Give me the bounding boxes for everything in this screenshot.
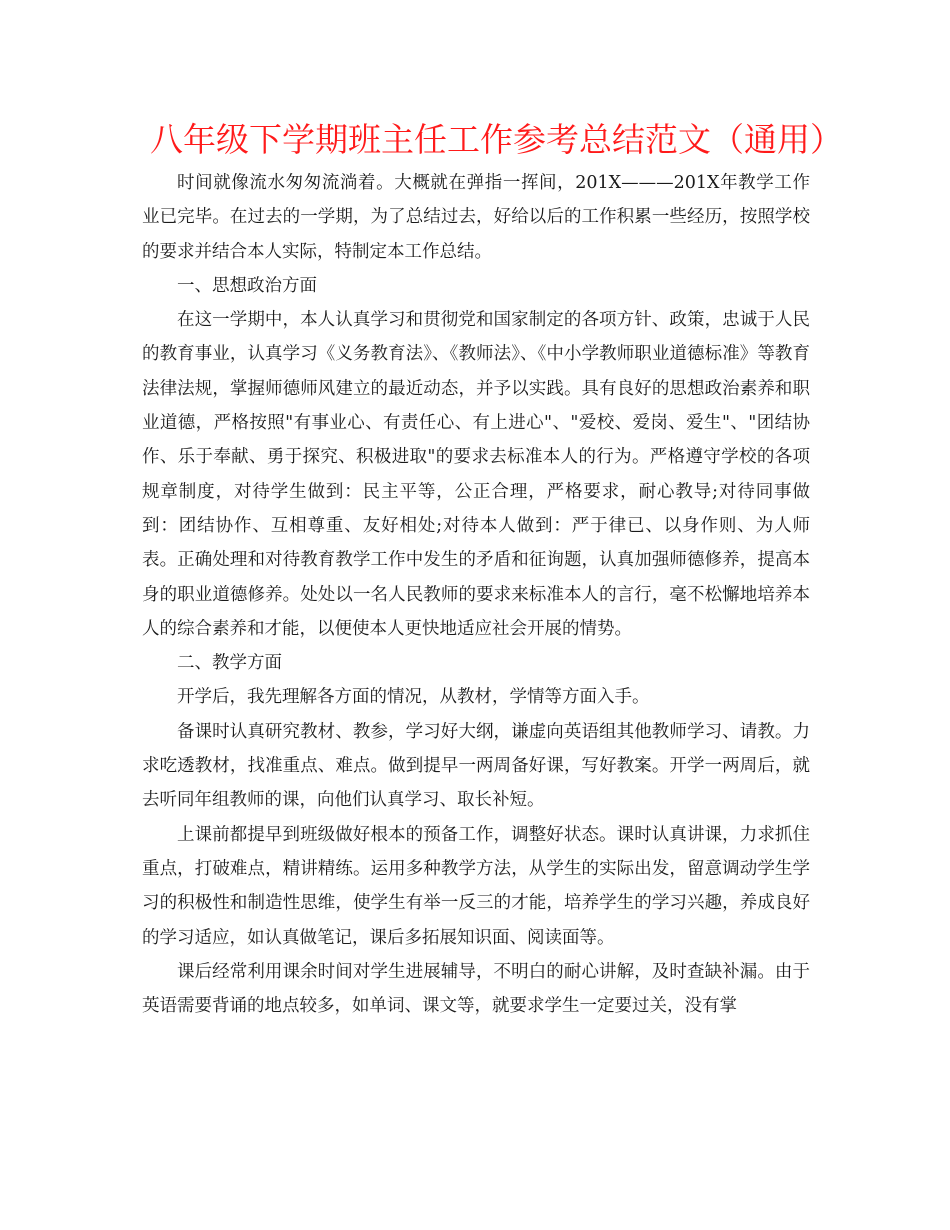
paragraph-intro: 时间就像流水匆匆流淌着。大概就在弹指一挥间，201X———201X年教学工作业已完毕。在过去的一学期，为了总结过去，好给以后的工作积累一些经历，按照学校的要求并结合本人实际，特制定本工作总结。: [142, 173, 810, 262]
paragraph-teaching-start: 开学后，我先理解各方面的情况，从教材，学情等方面入手。: [177, 687, 650, 708]
document-title: 八年级下学期班主任工作参考总结范文（通用）: [150, 120, 843, 159]
paragraph-after-class: 课后经常利用课余时间对学生进展辅导，不明白的耐心讲解，及时查缺补漏。由于英语需要背诵的地点较多，如单词、课文等，就要求学生一定要过关，没有掌: [142, 961, 810, 1017]
paragraph-politics: 在这一学期中，本人认真学习和贯彻党和国家制定的各项方针、政策，忠诚于人民的教育事业，认真学习《义务教育法》、《教师法》、《中小学教师职业道德标准》等教育法律法规，掌握师德师风建立的最近动态，并予以实践。具有良好的思想政治素养和职业道德，严格按照"有事业心、有责任心、有上进心"、"爱校、爱岗、爱生"、"团结协作、乐于奉献、勇于探究、积极进取"的要求去标准本人的行为。严格遵守学校的各项规章制度，对待学生做到：民主平等，公正合理，严格要求，耐心教导;对待同事做到：团结协作、互相尊重、友好相处;对待本人做到：严于律已、以身作则、为人师表。正确处理和对待教育教学工作中发生的矛盾和征询题，认真加强师德修养，提高本身的职业道德修养。处处以一名人民教师的要求来标准本人的言行，毫不松懈地培养本人的综合素养和才能，以便使本人更快地适应社会开展的情势。: [142, 310, 810, 639]
document-body: [142, 166, 810, 1023]
paragraph-lesson-prep: 备课时认真研究教材、教参，学习好大纲，谦虚向英语组其他教师学习、请教。力求吃透教材，找准重点、难点。做到提早一两周备好课，写好教案。开学一两周后，就去听同年组教师的课，向他们认真学习、取长补短。: [142, 721, 810, 811]
paragraph-in-class: 上课前都提早到班级做好根本的预备工作，调整好状态。课时认真讲课，力求抓住重点，打破难点，精讲精练。运用多种教学方法，从学生的实际出发，留意调动学生学习的积极性和制造性思维，使学生有举一反三的才能，培养学生的学习兴趣，养成良好的学习适应，如认真做笔记，课后多拓展知识面、阅读面等。: [142, 824, 810, 948]
section-heading-teaching: 二、教学方面: [177, 653, 282, 674]
section-heading-politics: 一、思想政治方面: [177, 275, 317, 296]
